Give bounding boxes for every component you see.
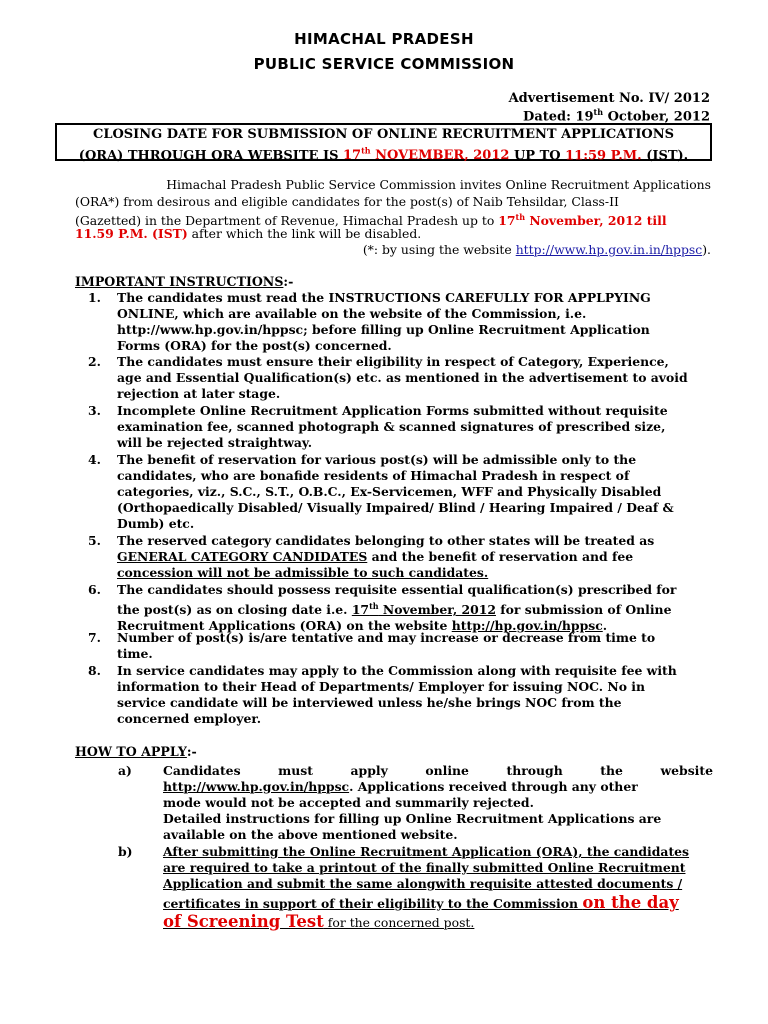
intro-line-2: (ORA*) from desirous and eligible candidates for the post(s) of Naib Tehsildar, Class-II [75, 194, 619, 209]
banner-line-2: (ORA) THROUGH ORA WEBSITE IS 17th NOVEMBER, 2012 UP TO 11:59 P.M. (IST). [78, 146, 689, 164]
hppsc-website-link[interactable]: http://www.hp.gov.in.in/hppsc [515, 242, 703, 257]
important-instructions-heading: IMPORTANT INSTRUCTIONS:- [75, 274, 294, 289]
hppsc-link-item-6[interactable]: http://hp.gov.in/hppsc [451, 618, 603, 634]
banner-line-1: CLOSING DATE FOR SUBMISSION OF ONLINE RECRUITMENT APPLICATIONS [92, 127, 674, 142]
intro-line-1: Himachal Pradesh Public Service Commission invites Online Recruitment Applications [166, 177, 711, 192]
intro-line-4: 11.59 P.M. (IST) after which the link will be disabled. [75, 226, 422, 241]
advertisement-date: Dated: 19th October, 2012 [523, 107, 710, 125]
header-line-1: HIMACHAL PRADESH [294, 30, 474, 48]
intro-note: (*: by using the website http://www.hp.gov.in.in/hppsc). [362, 242, 711, 257]
header-line-2: PUBLIC SERVICE COMMISSION [253, 55, 515, 73]
how-to-apply-heading: HOW TO APPLY:- [75, 744, 197, 759]
document-page: HIMACHAL PRADESH PUBLIC SERVICE COMMISSION Advertisement No. IV/ 2012 Dated: 19th October, 2012 CLOSING DATE FOR SUBMISSION OF ONLINE RECRUITMENT APPLICATIONS (ORA) THROUGH ORA WEBSITE IS 17th NOVEMBER, 2012 UP TO 11:59 P.M. (IST). Himachal Pradesh Public Service Commission invites Online Recruitment Applications (ORA*) from desirous and eligible candidates for the post(s) of Naib Tehsildar, Class-II (Gazetted) in the Department of Revenue, Himachal Pradesh up to 17th November, 2012 till 11.59 P.M. (IST) after which the link will be disabled. (*: by using the website http://www.hp.gov.in.in/hppsc). IMPORTANT INSTRUCTIONS:- 1. The candidates must read the INSTRUCTIONS CAREFULLY FOR APPLPYING ONLINE, which are available on the website of the Commission, i.e. http://www.hp.gov.in/hppsc; before filling up Online Recruitment Application Forms (ORA) for the post(s) concerned. 2. The candidates must ensure their eligibility in respect of Category, Experience, age and Essential Qualification(s) etc. as mentioned in the advertisement to avoid rejection at later stage. 3. Incomplete Online Recruitment Application Forms submitted without requisite examination fee, scanned photograph & scanned signatures of prescribed size, will be rejected straightway. 4. The benefit of reservation for various post(s) will be admissible only to the candidates, who are bonafide residents of Himachal Pradesh in respect of categories, viz., S.C., S.T., O.B.C., Ex-Servicemen, WFF and Physically Disabled (Orthopaedically Disabled/ Visually Impaired/ Blind / Hearing Impaired / Deaf & Dumb) etc. 5. The reserved category candidates belonging to other states will be treated as GENERAL CATEGORY CANDIDATES and the benefit of reservation and fee concession will not be admissible to such candidates. 6. The candidates should possess requisite essential qualification(s) prescribed for the post(s) as on closing date i.e. 17th November, 2012 for submission of Online Recruitment Applications (ORA) on the website http://hp.gov.in/hppsc. 7. Number of post(s) is/are tentative and may increase or decrease from time to time. 8. In service candidates may apply to the Commission along with requisite fee with information to their Head of Departments/ Employer for issuing NOC. No in service candidate will be interviewed unless he/she brings NOC from the concerned employer. HOW TO APPLY:- a) Candidates must apply online through the website http://www.hp.gov.in/hppsc. Applications received through any other mode would not be accepted and summarily rejected. Detailed instructions for filling up Online Recruitment Applications are available on the above mentioned website. b) After submitting the Online Recruitment Application (ORA), the candidates are required to take a printout of the finally submitted Online Recruitment Application and submit the same alongwith requisite attested documents / certificates in support of their eligibility to the Commission on the day of Screening Test for the concerned post. [0, 0, 768, 1024]
intro-line-3: (Gazetted) in the Department of Revenue, Himachal Pradesh up to 17th November, 2012 till [75, 212, 667, 229]
hppsc-link-apply[interactable]: http://www.hp.gov.in/hppsc [163, 779, 350, 794]
advertisement-number: Advertisement No. IV/ 2012 [508, 91, 710, 106]
closing-date-banner [55, 123, 712, 164]
